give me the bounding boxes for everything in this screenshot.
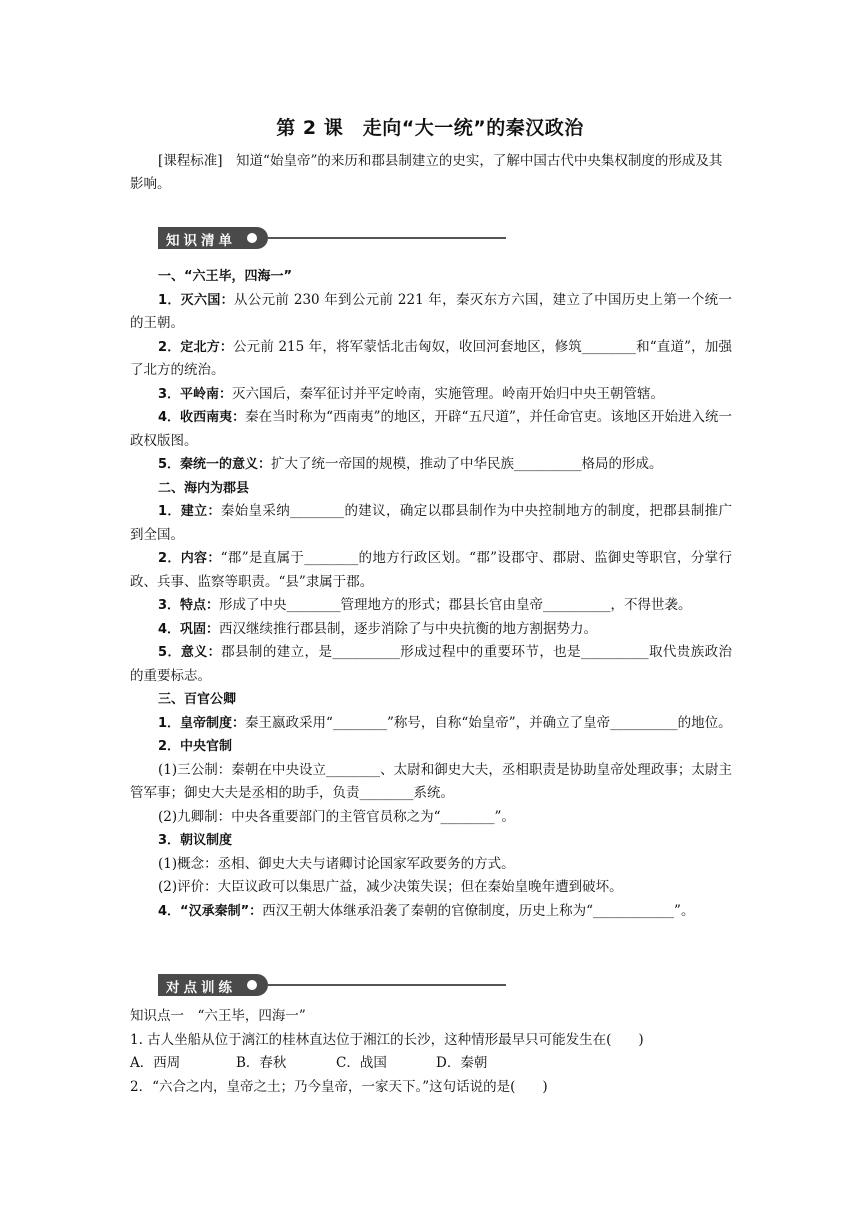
course-standard-text: 知道“始皇帝”的来历和郡县制建立的史实，了解中国古代中央集权制度的形成及其影响。	[130, 153, 723, 192]
section-heading: 三、百官公卿	[158, 692, 237, 707]
knowledge-item	[130, 618, 732, 642]
knowledge-list	[130, 265, 732, 923]
option-c: C．战国	[336, 1055, 387, 1071]
lesson-title: 第 2 课 走向“大一统”的秦汉政治	[276, 117, 584, 139]
question-2: 2．“六合之内，皇帝之土；乃今皇帝，一家天下。”这句话说的是( )	[130, 1078, 548, 1095]
knowledge-item-lead: 5．意义：	[158, 645, 222, 660]
practice-label: 对点训练	[166, 980, 236, 996]
knowledge-item-lead: 3．平岭南：	[158, 386, 233, 402]
knowledge-item	[130, 759, 732, 806]
knowledge-item-lead: 4．“汉承秦制”：	[158, 903, 263, 919]
knowledge-item	[130, 453, 732, 477]
section-heading: 二、海内为郡县	[158, 480, 250, 496]
practice-section	[130, 1005, 732, 1099]
knowledge-item	[130, 900, 732, 924]
knowledge-item-lead: 2．中央官制	[158, 739, 233, 754]
knowledge-item	[130, 406, 732, 453]
knowledge-item-text: 从公元前 230 年到公元前 221 年，秦灭东方六国，建立了中国历史上第一个统一的王朝。	[130, 291, 733, 331]
banner-rule	[268, 237, 506, 239]
knowledge-item	[130, 641, 732, 688]
knowledge-item-text: 郡县制的建立，是__________形成过程中的重要环节，也是__________取代贵族政治的重要标志。	[130, 644, 733, 684]
question-1-options	[130, 1052, 732, 1076]
knowledge-item-lead: 3．朝议制度	[158, 833, 233, 848]
knowledge-item	[130, 383, 732, 407]
knowledge-item-text: (1)概念：丞相、御史大夫与诸卿讨论国家军政要务的方式。	[158, 855, 515, 872]
knowledge-item-lead: 3．特点：	[158, 598, 220, 613]
knowledge-item-text: 形成了中央________管理地方的形式；郡县长官由皇帝__________，不得世袭。	[219, 597, 692, 613]
knowledge-item-lead: 4．收西南夷：	[158, 410, 246, 425]
question-1: 1. 古人坐船从位于漓江的桂林直达位于湘江的长沙，这种情形最早只可能发生在( )	[130, 1031, 644, 1048]
knowledge-item-lead: 5．秦统一的意义：	[158, 457, 272, 472]
knowledge-item-text: 秦在当时称为“西南夷”的地区，开辟“五尺道”，并任命官吏。该地区开始进入统一政权版图。	[130, 409, 733, 449]
knowledge-item-text: 灭六国后，秦军征讨并平定岭南，实施管理。岭南开始归中央王朝管辖。	[232, 385, 665, 402]
knowledge-point-heading: 知识点一 “六王毕，四海一”	[130, 1008, 306, 1024]
knowledge-item	[130, 594, 732, 618]
knowledge-item	[130, 806, 732, 830]
knowledge-item-text: (2)九卿制：中央各重要部门的主管官员称之为“________”。	[158, 808, 515, 825]
knowledge-item-text: 扩大了统一帝国的规模，推动了中华民族__________格局的形成。	[271, 456, 663, 472]
banner-dot-icon	[247, 980, 257, 990]
knowledge-item	[130, 336, 732, 383]
banner-dot-icon	[247, 233, 257, 243]
knowledge-item-lead: 4．巩固：	[158, 621, 220, 637]
section-heading: 一、“六王毕，四海一”	[158, 269, 293, 284]
knowledge-item-text: 公元前 215 年，将军蒙恬北击匈奴，收回河套地区，修筑________和“直道”，加强了北方的统治。	[130, 338, 732, 378]
banner-rule	[268, 984, 506, 986]
knowledge-item	[130, 853, 732, 877]
option-b: B．春秋	[236, 1055, 287, 1071]
knowledge-item-text: “郡”是直属于________的地方行政区划。“郡”设郡守、郡尉、监御史等职官，分掌行政、兵事、监察等职责。“县”隶属于郡。	[130, 550, 733, 590]
knowledge-list-label: 知识清单	[166, 233, 236, 249]
knowledge-item-text: 西汉继续推行郡县制，逐步消除了与中央抗衡的地方割据势力。	[219, 620, 598, 637]
knowledge-item	[130, 829, 732, 853]
course-standard-label: [课程标准]	[158, 153, 223, 169]
option-a: A．西周	[130, 1055, 181, 1071]
knowledge-item	[130, 735, 732, 759]
course-standard	[130, 150, 732, 196]
knowledge-item	[130, 876, 732, 900]
knowledge-item-lead: 2．定北方：	[158, 339, 234, 355]
knowledge-item-lead: 1．灭六国：	[158, 292, 234, 308]
knowledge-item	[130, 289, 732, 336]
knowledge-item	[130, 500, 732, 547]
knowledge-item-text: 秦始皇采纳________的建议，确定以郡县制作为中央控制地方的制度，把郡县制推广到全国。	[130, 503, 733, 543]
knowledge-item-text: 西汉王朝大体继承沿袭了秦朝的官僚制度，历史上称为“____________”。	[262, 902, 695, 919]
knowledge-item-lead: 1．皇帝制度：	[158, 715, 246, 731]
option-d: D．秦朝	[436, 1055, 488, 1071]
knowledge-item-text: 秦王嬴政采用“________”称号，自称“始皇帝”，并确立了皇帝__________的地位。	[245, 714, 732, 731]
knowledge-item-text: (2)评价：大臣议政可以集思广益，减少决策失误；但在秦始皇晚年遭到破坏。	[158, 879, 623, 895]
knowledge-item	[130, 712, 732, 736]
knowledge-item-lead: 2．内容：	[158, 551, 221, 566]
knowledge-item-lead: 1．建立：	[158, 504, 221, 519]
knowledge-item	[130, 547, 732, 594]
knowledge-item-text: (1)三公制：秦朝在中央设立________、太尉和御史大夫，丞相职责是协助皇帝处理政事；太尉主管军事；御史大夫是丞相的助手，负责________系统。	[130, 761, 732, 801]
